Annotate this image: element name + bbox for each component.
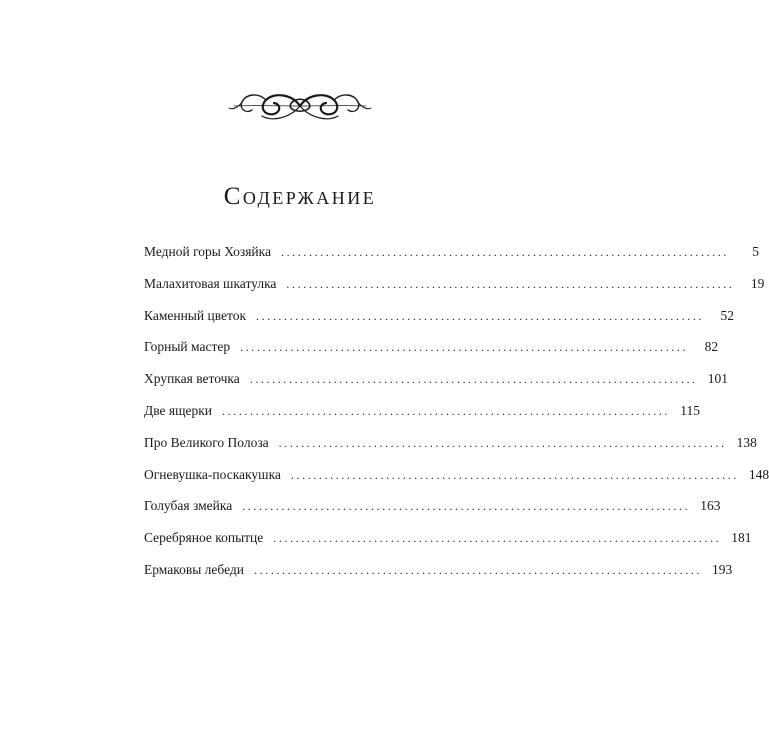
toc-entry-page-number: 181 — [731, 530, 752, 546]
toc-entry[interactable] — [144, 337, 719, 369]
toc-entry[interactable] — [144, 306, 735, 338]
toc-entry-title: Ермаковы лебеди — [144, 561, 245, 577]
toc-entry-title: Горный мастер — [144, 339, 231, 355]
toc-entry-title: Серебряное копытце — [144, 530, 264, 546]
toc-entry-title: Две ящерки — [144, 402, 213, 418]
dot-leader: ................................................................................ — [256, 308, 705, 323]
toc-entry-title: Огневушка-поскакушка — [144, 466, 281, 482]
dot-leader: ................................................................................ — [290, 467, 739, 482]
toc-entry-page-number: 148 — [748, 466, 769, 482]
dot-leader: ................................................................................ — [254, 562, 703, 577]
dot-leader: ................................................................................ — [240, 340, 689, 355]
page-title: Содержание — [223, 182, 377, 210]
toc-entry[interactable] — [144, 242, 759, 274]
dot-leader: ................................................................................ — [281, 245, 729, 259]
dot-leader: ................................................................................ — [222, 403, 671, 418]
toc-entry[interactable] — [144, 274, 765, 306]
dot-leader: ................................................................................ — [286, 276, 735, 291]
toc-entry-page-number: 101 — [707, 371, 729, 387]
dot-leader: ................................................................................ — [249, 372, 698, 387]
toc-entry-title: Медной горы Хозяйка — [144, 244, 271, 259]
dot-leader: ................................................................................ — [273, 531, 722, 546]
toc-entry[interactable] — [144, 433, 757, 465]
toc-entry-title: Хрупкая веточка — [144, 371, 240, 387]
toc-entry[interactable] — [144, 560, 733, 592]
toc-entry-title: Каменный цветок — [144, 307, 247, 323]
toc-entry-page-number: 193 — [712, 561, 733, 577]
toc-entry-page-number: 19 — [750, 275, 765, 291]
toc-entry-page-number: 163 — [700, 498, 721, 514]
toc-entry[interactable] — [144, 496, 721, 528]
toc-entry-title: Голубая змейка — [144, 498, 233, 514]
toc-entry-title: Про Великого Полоза — [144, 434, 269, 450]
toc-entry-title: Малахитовая шкатулка — [144, 275, 277, 291]
toc-entry-page-number: 5 — [752, 244, 759, 259]
toc-entry-page-number: 138 — [736, 434, 757, 450]
table-of-contents — [144, 242, 769, 592]
dot-leader: ................................................................................ — [278, 435, 727, 450]
toc-entry[interactable] — [144, 528, 752, 560]
toc-entry[interactable] — [144, 369, 729, 401]
toc-entry-page-number: 52 — [720, 307, 735, 323]
dot-leader: ................................................................................ — [242, 499, 691, 514]
flourish-ornament-icon — [228, 80, 372, 132]
toc-entry-page-number: 115 — [680, 402, 701, 418]
toc-entry[interactable] — [144, 465, 769, 497]
toc-entry[interactable] — [144, 401, 701, 433]
toc-entry-page-number: 82 — [704, 339, 719, 355]
